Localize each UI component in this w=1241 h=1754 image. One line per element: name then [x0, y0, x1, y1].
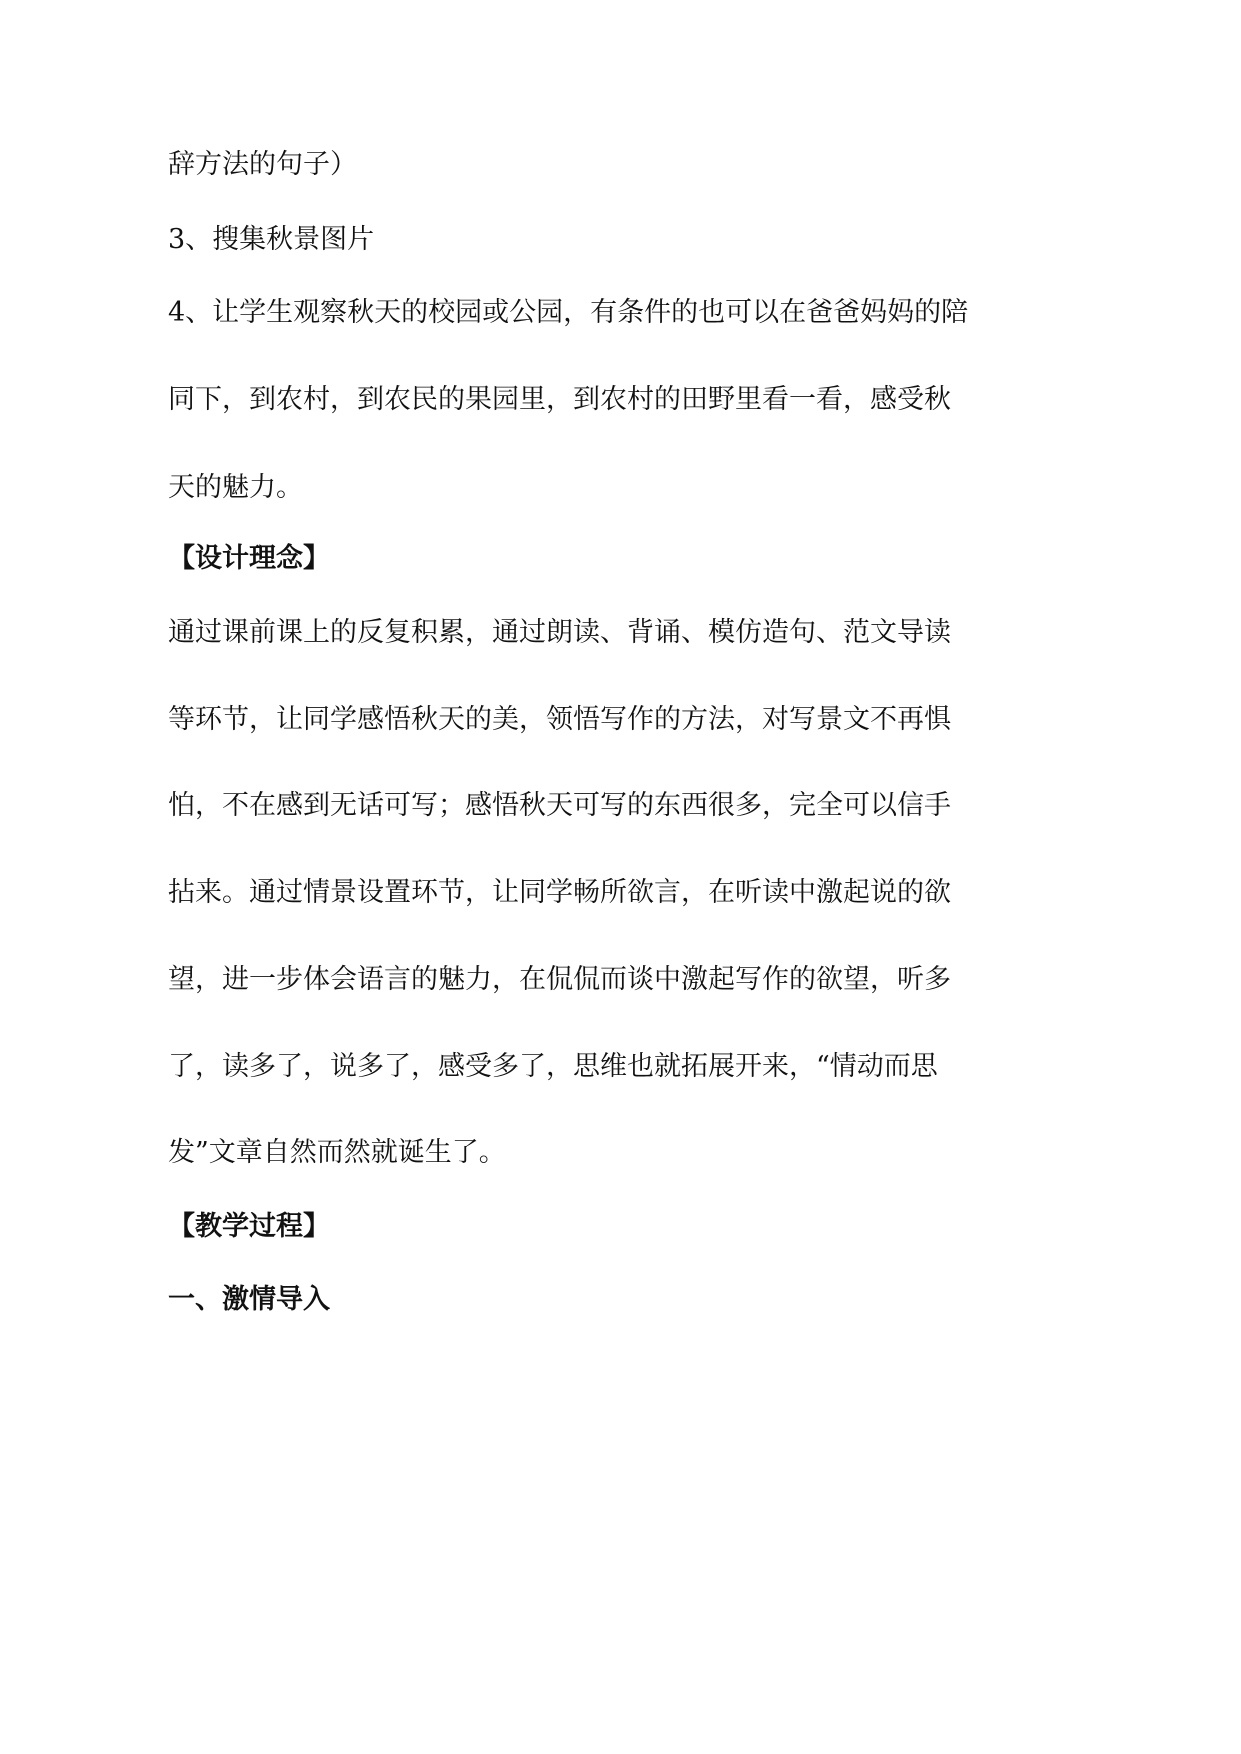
list-item-3: 3、搜集秋景图片	[168, 224, 375, 255]
section-heading-design-concept: 【设计理念】	[168, 543, 330, 574]
text-line: 天的魅力。	[168, 472, 303, 503]
paragraph-line: 了，读多了，说多了，感受多了，思维也就拓展开来，“情动而思	[168, 1051, 938, 1082]
section-heading-teaching-process: 【教学过程】	[168, 1211, 330, 1242]
text-line: 辞方法的句子）	[168, 149, 357, 180]
paragraph-line: 发”文章自然而然就诞生了。	[168, 1137, 506, 1168]
list-item-4: 4、让学生观察秋天的校园或公园，有条件的也可以在爸爸妈妈的陪	[168, 297, 969, 328]
paragraph-line: 等环节，让同学感悟秋天的美，领悟写作的方法，对写景文不再惧	[168, 704, 951, 735]
paragraph-line: 通过课前课上的反复积累，通过朗读、背诵、模仿造句、范文导读	[168, 617, 951, 648]
paragraph-line: 拈来。通过情景设置环节，让同学畅所欲言，在听读中激起说的欲	[168, 877, 951, 908]
paragraph-line: 望，进一步体会语言的魅力，在侃侃而谈中激起写作的欲望，听多	[168, 964, 951, 995]
subsection-heading-intro: 一、激情导入	[168, 1284, 330, 1315]
text-line: 同下，到农村，到农民的果园里，到农村的田野里看一看，感受秋	[168, 384, 951, 415]
paragraph-line: 怕，不在感到无话可写；感悟秋天可写的东西很多，完全可以信手	[168, 790, 951, 821]
